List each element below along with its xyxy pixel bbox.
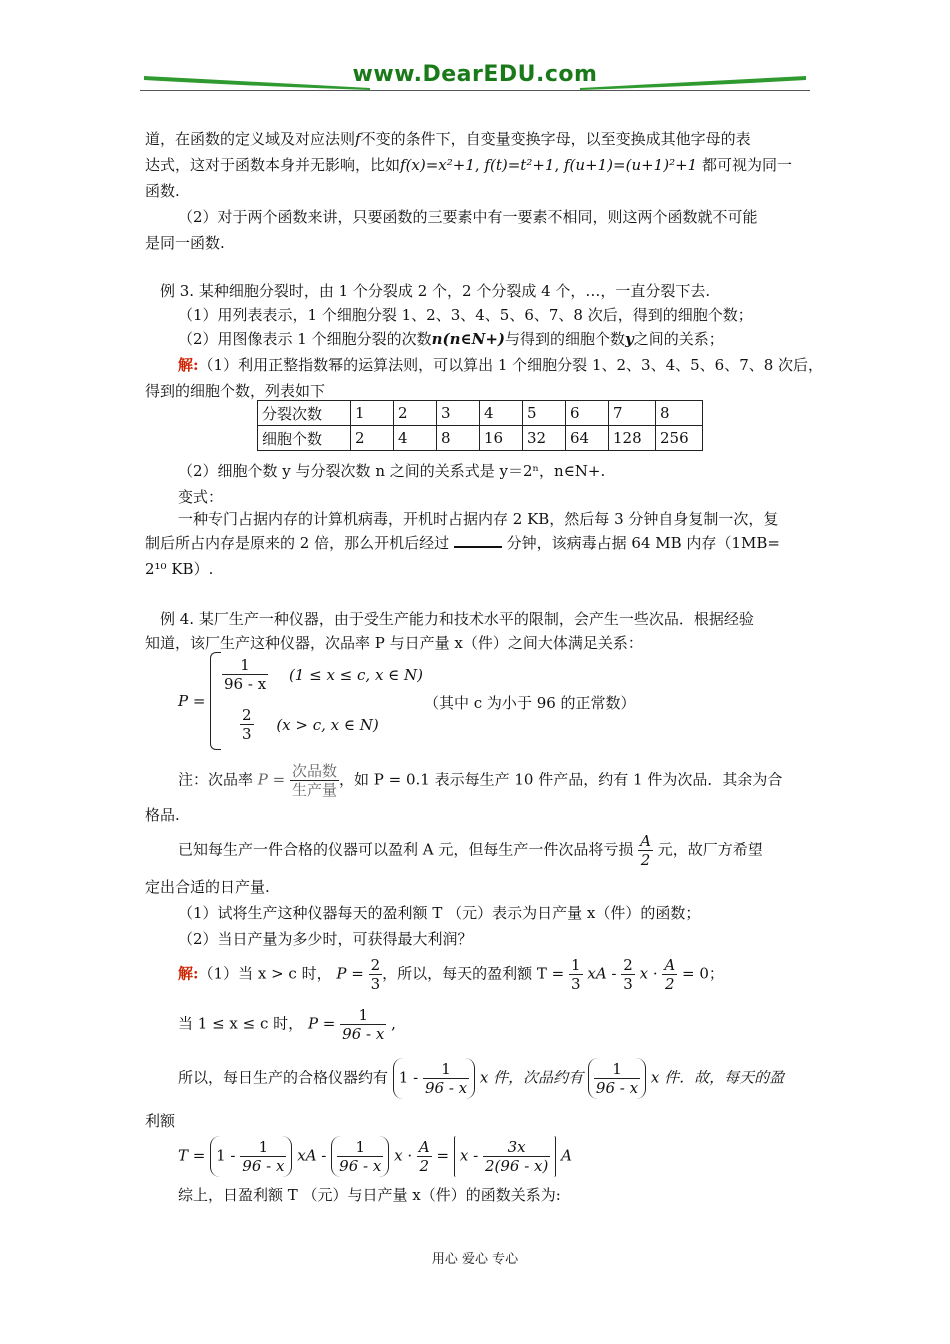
piecewise-P: P = <box>178 692 206 710</box>
table-cell: 分裂次数 <box>258 401 351 426</box>
table-cell: 2 <box>394 401 437 426</box>
ex4-sol-1: 解:（1）当 x > c 时， P = $\frac{2}{3}$ ，所以，每天的盈利额 T = $\frac{1}{3}$ xA - $\frac{2}{3}$ x · $\frac{A}{2}$ = 0； <box>178 956 724 993</box>
table-cell: 64 <box>566 426 609 451</box>
table-cell: 1 <box>351 401 394 426</box>
table-cell: 256 <box>656 426 703 451</box>
solution-label: 解: <box>178 356 199 374</box>
table-cell: 4 <box>480 401 523 426</box>
piecewise-brace <box>210 652 221 750</box>
ex4-sol-6: 综上，日盈利额 T （元）与日产量 x（件）的函数关系为: <box>178 1186 561 1204</box>
ex3-q2: （2）用图像表示 1 个细胞分裂的次数n(n∈N+)与得到的细胞个数y之间的关系； <box>178 330 724 348</box>
footer-slogan: 用心 爱心 专心 <box>431 1252 519 1267</box>
case-1: $\frac{1}{96 - x}$ (1 ≤ x ≤ c, x ∈ N) <box>224 656 424 693</box>
table-cell: 8 <box>437 426 480 451</box>
table-cell: 4 <box>394 426 437 451</box>
ex4-title-2: 知道，该厂生产这种仪器，次品率 P 与日产量 x（件）之间大体满足关系： <box>145 634 643 652</box>
table-cell: 8 <box>656 401 703 426</box>
variant-line-2: 制后所占内存是原来的 2 倍，那么开机后经过 分钟，该病毒占据 64 MB 内存（1MB= <box>145 534 780 552</box>
table-cell: 16 <box>480 426 523 451</box>
table-row <box>258 401 703 426</box>
ex3-q1: （1）用列表表示，1 个细胞分裂 1、2、3、4、5、6、7、8 次后，得到的细胞个数； <box>178 306 753 324</box>
cell-division-table <box>257 400 703 451</box>
ex4-sol-3: 所以，每日生产的合格仪器约有 1 - $\frac{1}{96 - x}$ x 件，次品约有 $\frac{1}{96 - x}$ x 件．故，每天的盈 <box>178 1060 785 1097</box>
note-line-2: 格品. <box>145 806 180 824</box>
intro-line-1: 道，在函数的定义域及对应法则f不变的条件下，自变量变换字母，以至变换成其他字母的表 <box>145 130 751 148</box>
table-cell: 128 <box>609 426 656 451</box>
table-cell: 2 <box>351 426 394 451</box>
ex4-q2: （2）当日产量为多少时，可获得最大利润？ <box>178 930 473 948</box>
table-cell: 32 <box>523 426 566 451</box>
ex3-title: 例 3. 某种细胞分裂时，由 1 个分裂成 2 个，2 个分裂成 4 个，…，一直分裂下去. <box>160 282 711 300</box>
table-cell: 细胞个数 <box>258 426 351 451</box>
variant-line-1: 一种专门占据内存的计算机病毒，开机时占据内存 2 KB，然后每 3 分钟自身复制一次，复 <box>178 510 779 528</box>
header <box>140 62 810 96</box>
case-2: $\frac{2}{3}$ (x > c, x ∈ N) <box>242 706 379 743</box>
table-cell: 5 <box>523 401 566 426</box>
intro-line-3: 函数. <box>145 182 180 200</box>
variant-label: 变式： <box>178 488 224 506</box>
table-cell: 7 <box>609 401 656 426</box>
given-line-1: 已知每生产一件合格的仪器可以盈利 A 元，但每生产一件次品将亏损 $\frac{A}{2}$ 元，故厂方希望 <box>178 832 763 869</box>
table-row <box>258 426 703 451</box>
table-cell: 6 <box>566 401 609 426</box>
variant-line-3: 2¹⁰ KB）. <box>145 560 214 578</box>
ex4-sol-4: 利额 <box>145 1112 176 1130</box>
site-logo[interactable]: www.DearEDU.com <box>352 62 598 87</box>
intro-line-5: 是同一函数. <box>145 234 225 252</box>
ex3-sol-3: （2）细胞个数 y 与分裂次数 n 之间的关系式是 y＝2ⁿ，n∈N+. <box>178 462 606 480</box>
ex4-title-1: 例 4. 某厂生产一种仪器，由于受生产能力和技术水平的限制，会产生一些次品．根据经验 <box>160 610 754 628</box>
solution-label: 解: <box>178 964 199 983</box>
intro-line-4: （2）对于两个函数来讲，只要函数的三要素中有一要素不相同，则这两个函数就不可能 <box>178 208 758 226</box>
ex4-sol-2: 当 1 ≤ x ≤ c 时， P = $\frac{1}{96 - x}$ , <box>178 1006 396 1043</box>
note-c: （其中 c 为小于 96 的正常数） <box>424 694 636 712</box>
ex4-q1: （1）试将生产这种仪器每天的盈利额 T （元）表示为日产量 x（件）的函数； <box>178 904 701 922</box>
intro-line-2: 达式，这对于函数本身并无影响，比如f(x)=x²+1, f(t)=t²+1, f(u+1)=(u+1)²+1 都可视为同一 <box>145 156 792 174</box>
given-line-2: 定出合适的日产量. <box>145 878 270 896</box>
table-cell: 3 <box>437 401 480 426</box>
ex3-sol-2: 得到的细胞个数，列表如下 <box>145 382 326 400</box>
ex4-sol-5: T = 1 - $\frac{1}{96 - x}$ xA - $\frac{1}{96 - x}$ x · $\frac{A}{2}$ = x - $\frac{3x}{2(96 - x)}$ A <box>178 1138 572 1175</box>
answer-blank[interactable] <box>454 546 502 548</box>
ex3-sol-1: 解:（1）利用正整指数幂的运算法则，可以算出 1 个细胞分裂 1、2、3、4、5、6、7、8 次后， <box>178 356 824 374</box>
note-line-1: 注：次品率 P = $\frac{\text{次品数}}{\text{生产量}}$ ，如 P = 0.1 表示每生产 10 件产品，约有 1 件为次品．其余为合 <box>178 762 783 799</box>
